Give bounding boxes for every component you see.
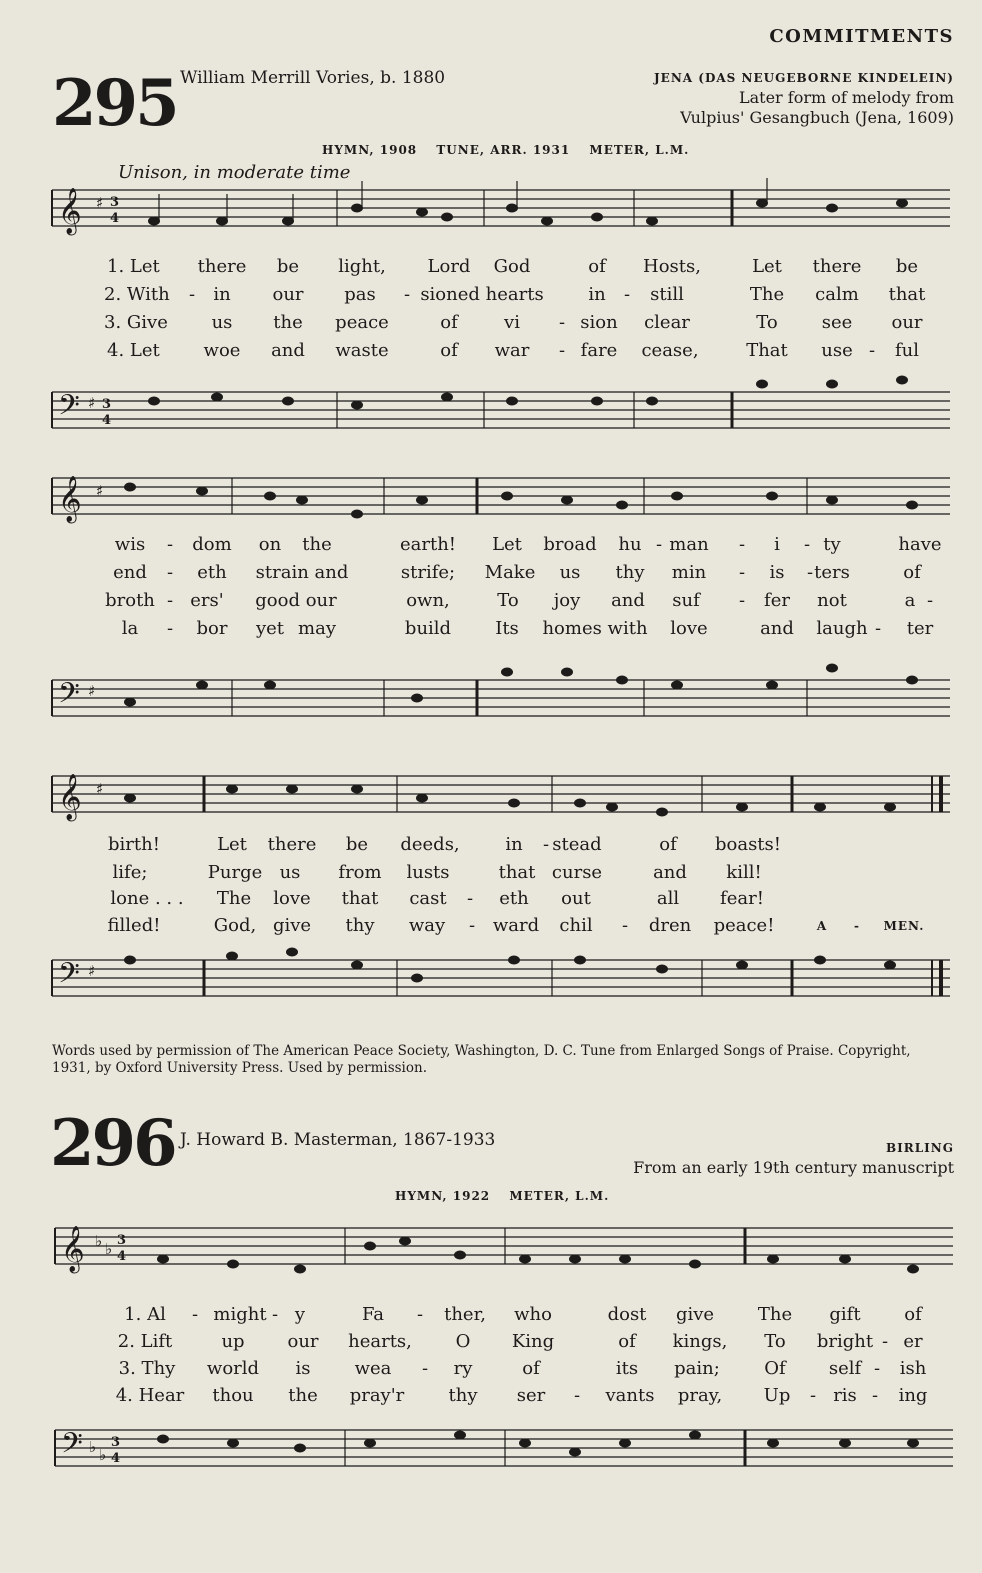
verse-3-line — [52, 590, 950, 614]
lyric-syllable: O — [455, 1331, 471, 1352]
lyric-syllable: the — [288, 1385, 318, 1406]
lyric-syllable: strife; — [400, 562, 456, 583]
lyric-syllable: end — [113, 562, 147, 583]
lyric-syllable: kill! — [726, 862, 762, 883]
lyric-syllable: deeds, — [400, 834, 460, 855]
lyric-syllable: a — [904, 590, 916, 611]
lyric-syllable: earth! — [399, 534, 457, 555]
treble-staff — [52, 772, 950, 822]
lyric-syllable: - — [873, 1358, 881, 1379]
lyric-syllable: Up — [763, 1385, 791, 1406]
meter: METER, L.M. — [509, 1189, 610, 1203]
lyric-syllable: The — [749, 284, 785, 305]
lyric-syllable: ward — [492, 915, 540, 936]
svg-text:4: 4 — [110, 211, 120, 226]
lyric-syllable: there — [197, 256, 247, 277]
lyric-syllable: broad — [543, 534, 597, 555]
verse-3-line — [52, 312, 950, 336]
hymn-296-author: J. Howard B. Masterman, 1867-1933 — [180, 1130, 496, 1150]
svg-text:4: 4 — [102, 413, 112, 428]
lyric-syllable: that — [498, 862, 536, 883]
lyric-syllable: of — [904, 1304, 922, 1325]
lyric-syllable: sion — [580, 312, 618, 333]
lyric-syllable: - — [403, 284, 411, 305]
svg-text:♭: ♭ — [89, 1438, 97, 1456]
lyric-syllable: The — [757, 1304, 793, 1325]
lyric-syllable: of — [903, 562, 921, 583]
lyric-syllable: sioned hearts — [420, 284, 544, 305]
lyric-syllable: suf — [672, 590, 700, 611]
lyric-syllable: ther, — [444, 1304, 486, 1325]
lyric-syllable: chil — [559, 915, 593, 936]
lyric-syllable: 2. Lift — [117, 1331, 173, 1352]
lyric-syllable: all — [656, 888, 680, 909]
lyric-syllable: To — [764, 1331, 786, 1352]
lyric-syllable: and — [271, 340, 305, 361]
lyric-syllable: thy — [448, 1385, 478, 1406]
lyric-syllable: fear! — [720, 888, 764, 909]
lyric-syllable: To — [497, 590, 519, 611]
lyric-syllable: vi — [504, 312, 520, 333]
lyric-syllable: in — [213, 284, 231, 305]
lyric-syllable: ish — [899, 1358, 927, 1379]
lyric-syllable: out — [561, 888, 591, 909]
lyric-syllable: lusts — [406, 862, 450, 883]
lyric-syllable: of — [440, 340, 458, 361]
lyric-syllable: might — [213, 1304, 267, 1325]
lyric-syllable: the — [273, 312, 303, 333]
lyric-syllable: us — [559, 562, 581, 583]
lyric-syllable: joy — [553, 590, 581, 611]
lyrics-296-system-1 — [55, 1304, 953, 1414]
lyric-syllable: our — [287, 1331, 319, 1352]
lyric-syllable: and — [760, 618, 794, 639]
verse-2-line — [55, 1331, 953, 1355]
meter: METER, L.M. — [589, 143, 690, 157]
lyric-syllable: la — [121, 618, 139, 639]
lyric-syllable: 4. Let — [107, 340, 160, 361]
lyric-syllable: who — [514, 1304, 552, 1325]
lyric-syllable: cease, — [641, 340, 699, 361]
lyric-syllable: eth — [197, 562, 227, 583]
lyric-syllable: self — [828, 1358, 862, 1379]
lyric-syllable: vants — [605, 1385, 655, 1406]
hymn-number-295: 295 — [52, 66, 177, 141]
lyric-syllable: of — [659, 834, 677, 855]
lyric-syllable: Hosts, — [643, 256, 701, 277]
lyric-syllable: of — [440, 312, 458, 333]
lyric-syllable: our — [891, 312, 923, 333]
lyric-syllable: - — [738, 562, 746, 583]
svg-text:3: 3 — [110, 195, 120, 210]
lyric-syllable: - — [871, 1385, 879, 1406]
lyric-syllable: min — [671, 562, 707, 583]
treble-staff — [52, 474, 950, 524]
lyric-syllable: Fa — [362, 1304, 384, 1325]
lyric-syllable: fer — [764, 590, 790, 611]
lyric-syllable: that — [888, 284, 926, 305]
lyric-syllable: ers' — [190, 590, 224, 611]
svg-text:♯: ♯ — [96, 482, 104, 500]
lyric-syllable: us — [279, 862, 301, 883]
lyric-syllable: lone . . . — [110, 888, 184, 909]
hymn-date: HYMN, 1922 — [395, 1189, 491, 1203]
lyric-syllable: broth — [105, 590, 155, 611]
lyric-syllable: pain; — [674, 1358, 720, 1379]
amen-syllable: MEN. — [883, 919, 925, 933]
lyric-syllable: - — [738, 534, 746, 555]
lyric-syllable: still — [650, 284, 684, 305]
lyric-syllable: Let — [217, 834, 247, 855]
svg-text:3: 3 — [111, 1435, 121, 1450]
lyrics-295-system-3 — [52, 834, 950, 944]
verse-4-line — [55, 1385, 953, 1409]
svg-text:𝄞: 𝄞 — [58, 188, 82, 234]
lyric-syllable: i — [774, 534, 780, 555]
amen-syllable: - — [854, 919, 860, 933]
lyric-syllable: waste — [335, 340, 389, 361]
verse-2-line — [52, 862, 950, 886]
lyric-syllable: way — [408, 915, 446, 936]
lyric-syllable: and — [611, 590, 645, 611]
verse-3-line — [52, 888, 950, 912]
svg-text:♭: ♭ — [99, 1446, 107, 1464]
lyric-syllable: the — [302, 534, 332, 555]
lyric-syllable: own, — [406, 590, 450, 611]
verse-1-line — [52, 534, 950, 558]
lyric-syllable: Lord — [427, 256, 471, 277]
lyric-syllable: pray'r — [349, 1385, 405, 1406]
lyric-syllable: ing — [898, 1385, 928, 1406]
verse-1-line — [55, 1304, 953, 1328]
lyric-syllable: pray, — [677, 1385, 723, 1406]
hymn-295-meta — [322, 143, 703, 157]
lyric-syllable: there — [267, 834, 317, 855]
lyric-syllable: cast — [409, 888, 447, 909]
lyric-syllable: boasts! — [714, 834, 782, 855]
lyric-syllable: wea — [354, 1358, 392, 1379]
hymn-295-footnote — [52, 1043, 952, 1077]
lyric-syllable: - — [926, 590, 934, 611]
lyric-syllable: - — [166, 534, 174, 555]
lyric-syllable: there — [812, 256, 862, 277]
lyric-syllable: dom — [192, 534, 232, 555]
lyric-syllable: may — [298, 618, 336, 639]
lyric-syllable: - — [558, 312, 566, 333]
lyric-syllable: of — [522, 1358, 540, 1379]
lyric-syllable: - — [803, 534, 811, 555]
verse-4-line — [52, 915, 950, 939]
lyric-syllable: that — [341, 888, 379, 909]
lyric-syllable: filled! — [107, 915, 161, 936]
lyric-syllable: ser — [516, 1385, 546, 1406]
lyric-syllable: ters — [814, 562, 850, 583]
svg-text:𝄢: 𝄢 — [58, 957, 80, 997]
svg-text:𝄞: 𝄞 — [58, 476, 82, 522]
svg-text:4: 4 — [111, 1451, 121, 1466]
svg-text:𝄢: 𝄢 — [61, 1427, 83, 1467]
lyric-syllable: hu — [618, 534, 642, 555]
lyric-syllable: love — [273, 888, 311, 909]
lyric-syllable: thy — [615, 562, 645, 583]
lyric-syllable: pas — [344, 284, 376, 305]
lyric-syllable: 2. With — [104, 284, 170, 305]
lyric-syllable: on — [258, 534, 282, 555]
lyric-syllable: God — [493, 256, 531, 277]
verse-4-line — [52, 618, 950, 642]
bass-staff — [52, 388, 950, 438]
tune-name: BIRLING — [886, 1141, 954, 1155]
tune-name: JENA (DAS NEUGEBORNE KINDELEIN) — [654, 71, 954, 85]
lyric-syllable: of — [588, 256, 606, 277]
lyric-syllable: hearts, — [348, 1331, 412, 1352]
lyric-syllable: have — [898, 534, 942, 555]
verse-3-line — [55, 1358, 953, 1382]
lyric-syllable: Of — [764, 1358, 786, 1379]
lyric-syllable: in — [588, 284, 606, 305]
lyric-syllable: y — [294, 1304, 306, 1325]
lyric-syllable: clear — [644, 312, 690, 333]
lyric-syllable: 4. Hear — [115, 1385, 185, 1406]
lyric-syllable: - — [573, 1385, 581, 1406]
svg-text:♭: ♭ — [105, 1240, 113, 1258]
svg-text:𝄞: 𝄞 — [58, 774, 82, 820]
lyric-syllable: from — [338, 862, 382, 883]
lyric-syllable: - — [271, 1304, 279, 1325]
amen-syllable: A — [816, 919, 828, 933]
lyric-syllable: world — [206, 1358, 260, 1379]
lyric-syllable: be — [895, 256, 919, 277]
lyric-syllable: in — [505, 834, 523, 855]
lyric-syllable: laugh — [816, 618, 868, 639]
lyric-syllable: is — [295, 1358, 311, 1379]
lyric-syllable: - — [166, 618, 174, 639]
lyric-syllable: yet — [255, 618, 285, 639]
svg-text:𝄢: 𝄢 — [58, 677, 80, 717]
lyrics-295-system-1 — [52, 256, 950, 366]
hymn-295-tune-info — [654, 68, 954, 128]
lyric-syllable: 3. Give — [104, 312, 168, 333]
lyric-syllable: 1. Al — [124, 1304, 166, 1325]
verse-2-line — [52, 562, 950, 586]
lyric-syllable: That — [746, 340, 788, 361]
hymn-date: HYMN, 1908 — [322, 143, 418, 157]
lyric-syllable: God, — [213, 915, 257, 936]
tempo-direction: Unison, in moderate time — [118, 162, 351, 183]
lyric-syllable: birth! — [108, 834, 160, 855]
lyric-syllable: good our — [255, 590, 337, 611]
lyric-syllable: ful — [894, 340, 920, 361]
lyric-syllable: war — [494, 340, 530, 361]
lyric-syllable: strain and — [255, 562, 349, 583]
lyric-syllable: ter — [906, 618, 934, 639]
lyric-syllable: Its — [495, 618, 519, 639]
lyric-syllable: man — [669, 534, 709, 555]
tune-note: Later form of melody from — [738, 88, 954, 107]
svg-text:♯: ♯ — [88, 394, 96, 412]
lyric-syllable: ris — [833, 1385, 857, 1406]
hymn-296-meta — [395, 1189, 623, 1203]
lyric-syllable: use — [821, 340, 853, 361]
lyric-syllable: is — [769, 562, 785, 583]
lyric-syllable: thy — [345, 915, 375, 936]
verse-4-line — [52, 340, 950, 364]
lyric-syllable: - — [806, 562, 814, 583]
lyric-syllable: - — [191, 1304, 199, 1325]
lyric-syllable: - — [868, 340, 876, 361]
lyric-syllable: - — [655, 534, 663, 555]
lyric-syllable: 3. Thy — [118, 1358, 176, 1379]
lyric-syllable: Purge — [207, 862, 263, 883]
lyric-syllable: wis — [114, 534, 146, 555]
svg-text:♯: ♯ — [96, 780, 104, 798]
lyric-syllable: eth — [499, 888, 529, 909]
footnote-line: Words used by permission of The American Peace Society, Washington, D. C. Tune from Enlarged Songs of Praise. Copyright, — [52, 1043, 911, 1059]
svg-text:𝄢: 𝄢 — [58, 389, 80, 429]
verse-1-line — [52, 834, 950, 858]
lyric-syllable: gift — [829, 1304, 861, 1325]
lyric-syllable: - — [166, 590, 174, 611]
lyric-syllable: give — [675, 1304, 715, 1325]
lyric-syllable: dren — [648, 915, 692, 936]
lyric-syllable: be — [345, 834, 369, 855]
lyric-syllable: To — [756, 312, 778, 333]
treble-staff — [55, 1224, 953, 1274]
lyric-syllable: curse — [551, 862, 603, 883]
lyric-syllable: - — [874, 618, 882, 639]
lyric-syllable: calm — [815, 284, 859, 305]
lyric-syllable: see — [821, 312, 853, 333]
lyric-syllable: - — [881, 1331, 889, 1352]
svg-text:♯: ♯ — [88, 682, 96, 700]
lyric-syllable: us — [211, 312, 233, 333]
svg-text:3: 3 — [102, 397, 112, 412]
lyric-syllable: kings, — [672, 1331, 728, 1352]
lyric-syllable: stead — [552, 834, 602, 855]
lyric-syllable: peace! — [713, 915, 775, 936]
bass-staff — [52, 676, 950, 726]
lyrics-295-system-2 — [52, 534, 950, 644]
lyric-syllable: peace — [335, 312, 389, 333]
lyric-syllable: - — [468, 915, 476, 936]
svg-text:♭: ♭ — [95, 1232, 103, 1250]
lyric-syllable: give — [272, 915, 312, 936]
lyric-syllable: fare — [580, 340, 618, 361]
verse-1-line — [52, 256, 950, 280]
lyric-syllable: Make — [484, 562, 536, 583]
lyric-syllable: Let — [492, 534, 522, 555]
lyric-syllable: not — [817, 590, 847, 611]
lyric-syllable: bright — [816, 1331, 874, 1352]
lyric-syllable: and — [653, 862, 687, 883]
bass-staff — [55, 1426, 953, 1476]
tune-date: TUNE, ARR. 1931 — [436, 143, 571, 157]
lyric-syllable: thou — [212, 1385, 254, 1406]
lyric-syllable: ty — [823, 534, 841, 555]
bass-staff — [52, 956, 950, 1006]
lyric-syllable: Let — [752, 256, 782, 277]
lyric-syllable: - — [738, 590, 746, 611]
lyric-syllable: homes with — [542, 618, 648, 639]
lyric-syllable: light, — [338, 256, 386, 277]
lyric-syllable: - — [421, 1358, 429, 1379]
lyric-syllable: 1. Let — [107, 256, 160, 277]
section-title: COMMITMENTS — [769, 26, 954, 47]
lyric-syllable: - — [466, 888, 474, 909]
lyric-syllable: up — [221, 1331, 245, 1352]
lyric-syllable: bor — [196, 618, 228, 639]
lyric-syllable: King — [511, 1331, 555, 1352]
lyric-syllable: - — [623, 284, 631, 305]
lyric-syllable: our — [272, 284, 304, 305]
svg-text:♯: ♯ — [88, 962, 96, 980]
hymn-295-author: William Merrill Vories, b. 1880 — [180, 68, 446, 88]
lyric-syllable: - — [542, 834, 550, 855]
lyric-syllable: its — [615, 1358, 639, 1379]
lyric-syllable: dost — [607, 1304, 647, 1325]
svg-text:𝄞: 𝄞 — [61, 1226, 85, 1272]
lyric-syllable: life; — [112, 862, 148, 883]
tune-note: From an early 19th century manuscript — [633, 1158, 954, 1177]
verse-2-line — [52, 284, 950, 308]
lyric-syllable: - — [621, 915, 629, 936]
tune-note: Vulpius' Gesangbuch (Jena, 1609) — [680, 108, 954, 127]
lyric-syllable: The — [216, 888, 252, 909]
lyric-syllable: - — [166, 562, 174, 583]
lyric-syllable: woe — [203, 340, 241, 361]
lyric-syllable: - — [416, 1304, 424, 1325]
footnote-line: 1931, by Oxford University Press. Used by permission. — [52, 1060, 427, 1076]
lyric-syllable: er — [903, 1331, 923, 1352]
hymn-number-296: 296 — [50, 1106, 175, 1181]
svg-text:3: 3 — [117, 1233, 127, 1248]
lyric-syllable: - — [558, 340, 566, 361]
lyric-syllable: be — [276, 256, 300, 277]
hymn-296-tune-info — [633, 1138, 954, 1178]
lyric-syllable: love — [670, 618, 708, 639]
svg-text:4: 4 — [117, 1249, 127, 1264]
svg-text:♯: ♯ — [96, 194, 104, 212]
lyric-syllable: build — [404, 618, 452, 639]
lyric-syllable: ry — [453, 1358, 473, 1379]
lyric-syllable: - — [809, 1385, 817, 1406]
lyric-syllable: of — [618, 1331, 636, 1352]
treble-staff — [52, 186, 950, 236]
lyric-syllable: - — [188, 284, 196, 305]
